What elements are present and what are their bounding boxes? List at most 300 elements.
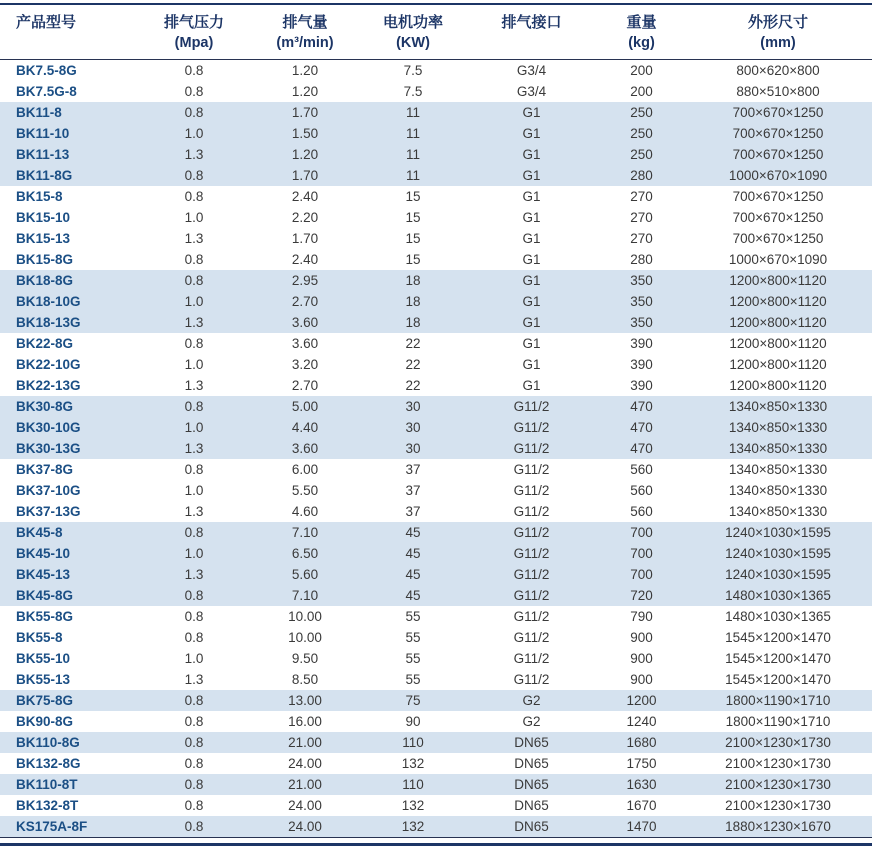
table-row [0, 480, 872, 501]
dims-cell: 1200×800×1120 [729, 357, 827, 372]
table-row [0, 249, 872, 270]
model-cell: BK55-8 [16, 630, 63, 645]
port-cell: G1 [464, 291, 599, 312]
weight-cell: 900 [630, 651, 653, 666]
power-cell: 15 [405, 189, 421, 204]
dims-cell: 1800×1190×1710 [684, 690, 872, 711]
table-row [0, 396, 872, 417]
port-cell: G11/2 [464, 438, 599, 459]
flow-cell: 2.95 [248, 270, 362, 291]
pressure-cell: 1.3 [140, 312, 248, 333]
dims-cell: 1480×1030×1365 [725, 609, 831, 624]
model-cell: BK15-8G [16, 252, 74, 267]
weight-cell: 270 [630, 210, 653, 225]
pressure-cell: 0.8 [140, 690, 248, 711]
model-cell: BK37-8G [16, 462, 74, 477]
pressure-cell: 1.0 [184, 357, 204, 372]
power-cell: 15 [405, 210, 421, 225]
table-row [0, 60, 872, 82]
power-cell: 132 [401, 756, 425, 771]
power-cell: 45 [362, 585, 464, 606]
model-cell: BK18-13G [0, 312, 140, 333]
power-cell: 15 [405, 231, 421, 246]
flow-cell: 2.70 [291, 378, 319, 393]
pressure-cell: 0.8 [184, 84, 204, 99]
port-cell: G1 [464, 144, 599, 165]
weight-cell: 1680 [599, 732, 684, 753]
weight-cell: 700 [599, 522, 684, 543]
port-cell: G1 [522, 189, 541, 204]
power-cell: 55 [405, 651, 421, 666]
port-cell: G1 [522, 210, 541, 225]
dims-cell: 1545×1200×1470 [725, 630, 831, 645]
column-label: 产品型号 [16, 14, 77, 31]
power-cell: 30 [362, 396, 464, 417]
column-header-flow [248, 4, 362, 60]
product-spec-table [0, 3, 872, 838]
dims-cell: 1545×1200×1470 [725, 672, 831, 687]
table-row [0, 270, 872, 291]
table-row [0, 564, 872, 585]
table-row [0, 774, 872, 795]
port-cell: G11/2 [464, 564, 599, 585]
power-cell: 11 [362, 102, 464, 123]
column-label: 外形尺寸 [747, 14, 808, 31]
weight-cell: 470 [599, 438, 684, 459]
weight-cell: 350 [599, 270, 684, 291]
model-cell: BK55-13 [16, 672, 71, 687]
model-cell: BK30-13G [0, 438, 140, 459]
port-cell: G2 [464, 690, 599, 711]
model-cell: BK22-8G [16, 336, 74, 351]
column-header-port [464, 4, 599, 60]
table-row [0, 690, 872, 711]
dims-cell: 700×670×1250 [732, 210, 824, 225]
dims-cell: 2100×1230×1730 [684, 774, 872, 795]
weight-cell: 1630 [599, 774, 684, 795]
model-cell: BK45-8 [0, 522, 140, 543]
pressure-cell: 0.8 [184, 462, 204, 477]
port-cell: G11/2 [513, 651, 550, 666]
power-cell: 37 [405, 462, 421, 477]
power-cell: 132 [362, 816, 464, 838]
flow-cell: 3.60 [248, 438, 362, 459]
dims-cell: 1340×850×1330 [728, 483, 828, 498]
weight-cell: 1470 [599, 816, 684, 838]
column-unit: (Mpa) [174, 35, 214, 51]
model-cell: KS175A-8F [0, 816, 140, 838]
weight-cell: 560 [630, 462, 653, 477]
flow-cell: 21.00 [248, 732, 362, 753]
pressure-cell: 1.3 [140, 564, 248, 585]
flow-cell: 3.20 [291, 357, 319, 372]
model-cell: BK45-10 [0, 543, 140, 564]
pressure-cell: 1.0 [140, 543, 248, 564]
model-cell: BK37-13G [16, 504, 81, 519]
model-cell: BK45-13 [0, 564, 140, 585]
table-row [0, 417, 872, 438]
weight-cell: 250 [599, 123, 684, 144]
dims-cell: 1240×1030×1595 [684, 522, 872, 543]
power-cell: 18 [362, 291, 464, 312]
column-header-weight [599, 4, 684, 60]
power-cell: 15 [405, 252, 421, 267]
model-cell: BK110-8G [0, 732, 140, 753]
power-cell: 7.5 [403, 63, 423, 78]
weight-cell: 200 [630, 84, 653, 99]
table-row [0, 102, 872, 123]
column-label: 重量 [626, 14, 657, 31]
model-cell: BK11-10 [0, 123, 140, 144]
flow-cell: 2.20 [291, 210, 319, 225]
port-cell: DN65 [464, 816, 599, 838]
flow-cell: 1.20 [291, 63, 319, 78]
port-cell: G3/4 [516, 84, 547, 99]
weight-cell: 350 [599, 291, 684, 312]
flow-cell: 13.00 [248, 690, 362, 711]
port-cell: G1 [522, 252, 541, 267]
dims-cell: 1000×670×1090 [728, 252, 828, 267]
port-cell: G1 [522, 378, 541, 393]
dims-cell: 700×670×1250 [732, 189, 824, 204]
pressure-cell: 0.8 [140, 270, 248, 291]
dims-cell: 1240×1030×1595 [684, 543, 872, 564]
model-cell: BK15-10 [16, 210, 71, 225]
model-cell: BK11-8G [0, 165, 140, 186]
port-cell: G1 [464, 123, 599, 144]
dims-cell: 1200×800×1120 [684, 291, 872, 312]
port-cell: G1 [522, 336, 541, 351]
model-cell: BK55-10 [16, 651, 71, 666]
port-cell: G11/2 [513, 462, 550, 477]
model-cell: BK11-8 [0, 102, 140, 123]
dims-cell: 1200×800×1120 [684, 312, 872, 333]
weight-cell: 280 [599, 165, 684, 186]
weight-cell: 700 [599, 564, 684, 585]
dims-cell: 1200×800×1120 [729, 378, 827, 393]
model-cell: BK22-10G [16, 357, 81, 372]
power-cell: 18 [362, 270, 464, 291]
table-row [0, 228, 872, 249]
dims-cell: 1340×850×1330 [728, 462, 828, 477]
port-cell: G11/2 [464, 543, 599, 564]
port-cell: G11/2 [464, 417, 599, 438]
table-row [0, 459, 872, 480]
power-cell: 55 [405, 630, 421, 645]
dims-cell: 1545×1200×1470 [725, 651, 831, 666]
flow-cell: 1.20 [248, 144, 362, 165]
model-cell: BK37-10G [16, 483, 81, 498]
pressure-cell: 1.3 [140, 438, 248, 459]
pressure-cell: 0.8 [184, 609, 204, 624]
dims-cell: 700×670×1250 [684, 123, 872, 144]
table-row [0, 81, 872, 102]
flow-cell: 7.10 [248, 585, 362, 606]
model-cell: BK18-8G [0, 270, 140, 291]
column-header-dims [684, 4, 872, 60]
pressure-cell: 1.0 [184, 483, 204, 498]
power-cell: 30 [362, 417, 464, 438]
flow-cell: 8.50 [291, 672, 319, 687]
flow-cell: 3.60 [248, 312, 362, 333]
weight-cell: 1670 [626, 798, 657, 813]
dims-cell: 880×510×800 [736, 84, 820, 99]
pressure-cell: 0.8 [140, 732, 248, 753]
weight-cell: 560 [630, 504, 653, 519]
dims-cell: 1880×1230×1670 [684, 816, 872, 838]
table-row [0, 816, 872, 838]
power-cell: 11 [362, 144, 464, 165]
flow-cell: 24.00 [288, 756, 322, 771]
column-unit: (mm) [760, 35, 796, 51]
weight-cell: 900 [630, 630, 653, 645]
port-cell: G1 [464, 165, 599, 186]
model-cell: BK110-8T [0, 774, 140, 795]
pressure-cell: 0.8 [184, 336, 204, 351]
model-cell: BK11-13 [0, 144, 140, 165]
column-header-pressure [140, 4, 248, 60]
table-row [0, 375, 872, 396]
weight-cell: 1750 [626, 756, 657, 771]
table-row [0, 123, 872, 144]
power-cell: 55 [405, 609, 421, 624]
model-cell: BK90-8G [16, 714, 74, 729]
dims-cell: 2100×1230×1730 [725, 798, 831, 813]
flow-cell: 4.40 [248, 417, 362, 438]
flow-cell: 1.70 [291, 231, 319, 246]
port-cell: G11/2 [464, 585, 599, 606]
pressure-cell: 0.8 [184, 798, 204, 813]
power-cell: 22 [405, 378, 421, 393]
weight-cell: 720 [599, 585, 684, 606]
column-label: 排气量 [282, 14, 328, 31]
flow-cell: 1.50 [248, 123, 362, 144]
table-row [0, 333, 872, 354]
model-cell: BK132-8G [16, 756, 81, 771]
weight-cell: 270 [630, 231, 653, 246]
power-cell: 37 [405, 504, 421, 519]
power-cell: 30 [362, 438, 464, 459]
dims-cell: 2100×1230×1730 [684, 732, 872, 753]
model-cell: BK7.5G-8 [16, 84, 77, 99]
pressure-cell: 1.3 [184, 231, 204, 246]
weight-cell: 270 [630, 189, 653, 204]
flow-cell: 24.00 [248, 816, 362, 838]
weight-cell: 1240 [626, 714, 657, 729]
bottom-rule [0, 843, 872, 846]
dims-cell: 1340×850×1330 [728, 504, 828, 519]
column-unit: (KW) [396, 35, 430, 51]
port-cell: G1 [464, 312, 599, 333]
weight-cell: 560 [630, 483, 653, 498]
table-row [0, 543, 872, 564]
table-row [0, 144, 872, 165]
pressure-cell: 0.8 [140, 774, 248, 795]
table-row [0, 648, 872, 669]
column-header-model [0, 4, 140, 60]
dims-cell: 1340×850×1330 [684, 396, 872, 417]
model-cell: BK75-8G [0, 690, 140, 711]
column-header-power [362, 4, 464, 60]
dims-cell: 1340×850×1330 [684, 417, 872, 438]
pressure-cell: 1.0 [184, 210, 204, 225]
weight-cell: 350 [599, 312, 684, 333]
model-cell: BK22-13G [16, 378, 81, 393]
port-cell: DN65 [464, 732, 599, 753]
port-cell: G3/4 [516, 63, 547, 78]
model-cell: BK55-8G [16, 609, 74, 624]
pressure-cell: 0.8 [140, 585, 248, 606]
flow-cell: 4.60 [291, 504, 319, 519]
dims-cell: 1200×800×1120 [729, 336, 827, 351]
flow-cell: 5.50 [291, 483, 319, 498]
dims-cell: 2100×1230×1730 [725, 756, 831, 771]
model-cell: BK30-10G [0, 417, 140, 438]
table-row [0, 711, 872, 732]
weight-cell: 390 [630, 357, 653, 372]
dims-cell: 1480×1030×1365 [684, 585, 872, 606]
port-cell: G11/2 [513, 504, 550, 519]
port-cell: G11/2 [513, 609, 550, 624]
pressure-cell: 0.8 [140, 165, 248, 186]
header-row [0, 4, 872, 60]
power-cell: 45 [362, 543, 464, 564]
power-cell: 11 [362, 123, 464, 144]
pressure-cell: 1.0 [140, 417, 248, 438]
pressure-cell: 1.0 [140, 123, 248, 144]
table-row [0, 753, 872, 774]
pressure-cell: 0.8 [184, 756, 204, 771]
table-row [0, 795, 872, 816]
pressure-cell: 0.8 [184, 63, 204, 78]
table-row [0, 354, 872, 375]
port-cell: G1 [522, 357, 541, 372]
pressure-cell: 0.8 [184, 714, 204, 729]
pressure-cell: 0.8 [140, 102, 248, 123]
pressure-cell: 0.8 [184, 189, 204, 204]
dims-cell: 800×620×800 [736, 63, 820, 78]
table-row [0, 585, 872, 606]
pressure-cell: 1.0 [184, 651, 204, 666]
dims-cell: 700×670×1250 [732, 231, 824, 246]
pressure-cell: 1.3 [184, 378, 204, 393]
pressure-cell: 1.3 [184, 504, 204, 519]
column-unit: (m³/min) [276, 35, 334, 51]
weight-cell: 470 [599, 396, 684, 417]
table-body [0, 60, 872, 838]
power-cell: 75 [362, 690, 464, 711]
port-cell: G2 [522, 714, 541, 729]
weight-cell: 900 [630, 672, 653, 687]
dims-cell: 1200×800×1120 [684, 270, 872, 291]
power-cell: 45 [362, 564, 464, 585]
power-cell: 37 [405, 483, 421, 498]
flow-cell: 10.00 [288, 630, 322, 645]
table-row [0, 312, 872, 333]
flow-cell: 1.20 [291, 84, 319, 99]
pressure-cell: 0.8 [140, 816, 248, 838]
table-row [0, 438, 872, 459]
power-cell: 132 [401, 798, 425, 813]
flow-cell: 24.00 [288, 798, 322, 813]
port-cell: DN65 [464, 774, 599, 795]
model-cell: BK30-8G [0, 396, 140, 417]
weight-cell: 390 [630, 378, 653, 393]
column-unit: (kg) [628, 35, 655, 51]
weight-cell: 250 [599, 102, 684, 123]
port-cell: G11/2 [513, 672, 550, 687]
flow-cell: 2.40 [291, 189, 319, 204]
table-row [0, 165, 872, 186]
power-cell: 110 [362, 774, 464, 795]
flow-cell: 1.70 [248, 102, 362, 123]
power-cell: 55 [405, 672, 421, 687]
flow-cell: 7.10 [248, 522, 362, 543]
flow-cell: 2.70 [248, 291, 362, 312]
table-row [0, 291, 872, 312]
dims-cell: 1800×1190×1710 [725, 714, 831, 729]
pressure-cell: 0.8 [184, 252, 204, 267]
power-cell: 45 [362, 522, 464, 543]
table-row [0, 501, 872, 522]
table-row [0, 186, 872, 207]
flow-cell: 1.70 [248, 165, 362, 186]
model-cell: BK45-8G [0, 585, 140, 606]
power-cell: 110 [362, 732, 464, 753]
column-label: 电机功率 [382, 14, 443, 31]
weight-cell: 250 [599, 144, 684, 165]
dims-cell: 1000×670×1090 [684, 165, 872, 186]
table-header [0, 4, 872, 60]
port-cell: G11/2 [513, 630, 550, 645]
table-row [0, 522, 872, 543]
flow-cell: 6.00 [291, 462, 319, 477]
pressure-cell: 0.8 [140, 396, 248, 417]
weight-cell: 1200 [599, 690, 684, 711]
port-cell: DN65 [514, 756, 549, 771]
port-cell: G11/2 [464, 396, 599, 417]
dims-cell: 700×670×1250 [684, 144, 872, 165]
flow-cell: 5.60 [248, 564, 362, 585]
column-label: 排气压力 [163, 14, 224, 31]
weight-cell: 700 [599, 543, 684, 564]
power-cell: 7.5 [403, 84, 423, 99]
table-row [0, 627, 872, 648]
port-cell: G1 [464, 270, 599, 291]
pressure-cell: 1.0 [140, 291, 248, 312]
weight-cell: 790 [630, 609, 653, 624]
power-cell: 22 [405, 336, 421, 351]
column-label: 排气接口 [501, 14, 562, 31]
flow-cell: 10.00 [288, 609, 322, 624]
model-cell: BK7.5-8G [16, 63, 77, 78]
dims-cell: 1340×850×1330 [684, 438, 872, 459]
pressure-cell: 1.3 [184, 672, 204, 687]
pressure-cell: 1.3 [140, 144, 248, 165]
dims-cell: 700×670×1250 [684, 102, 872, 123]
table-row [0, 732, 872, 753]
power-cell: 90 [405, 714, 421, 729]
table-row [0, 606, 872, 627]
power-cell: 22 [405, 357, 421, 372]
dims-cell: 1240×1030×1595 [684, 564, 872, 585]
flow-cell: 21.00 [248, 774, 362, 795]
model-cell: BK132-8T [16, 798, 79, 813]
flow-cell: 2.40 [291, 252, 319, 267]
model-cell: BK15-13 [16, 231, 71, 246]
weight-cell: 390 [630, 336, 653, 351]
flow-cell: 9.50 [291, 651, 319, 666]
